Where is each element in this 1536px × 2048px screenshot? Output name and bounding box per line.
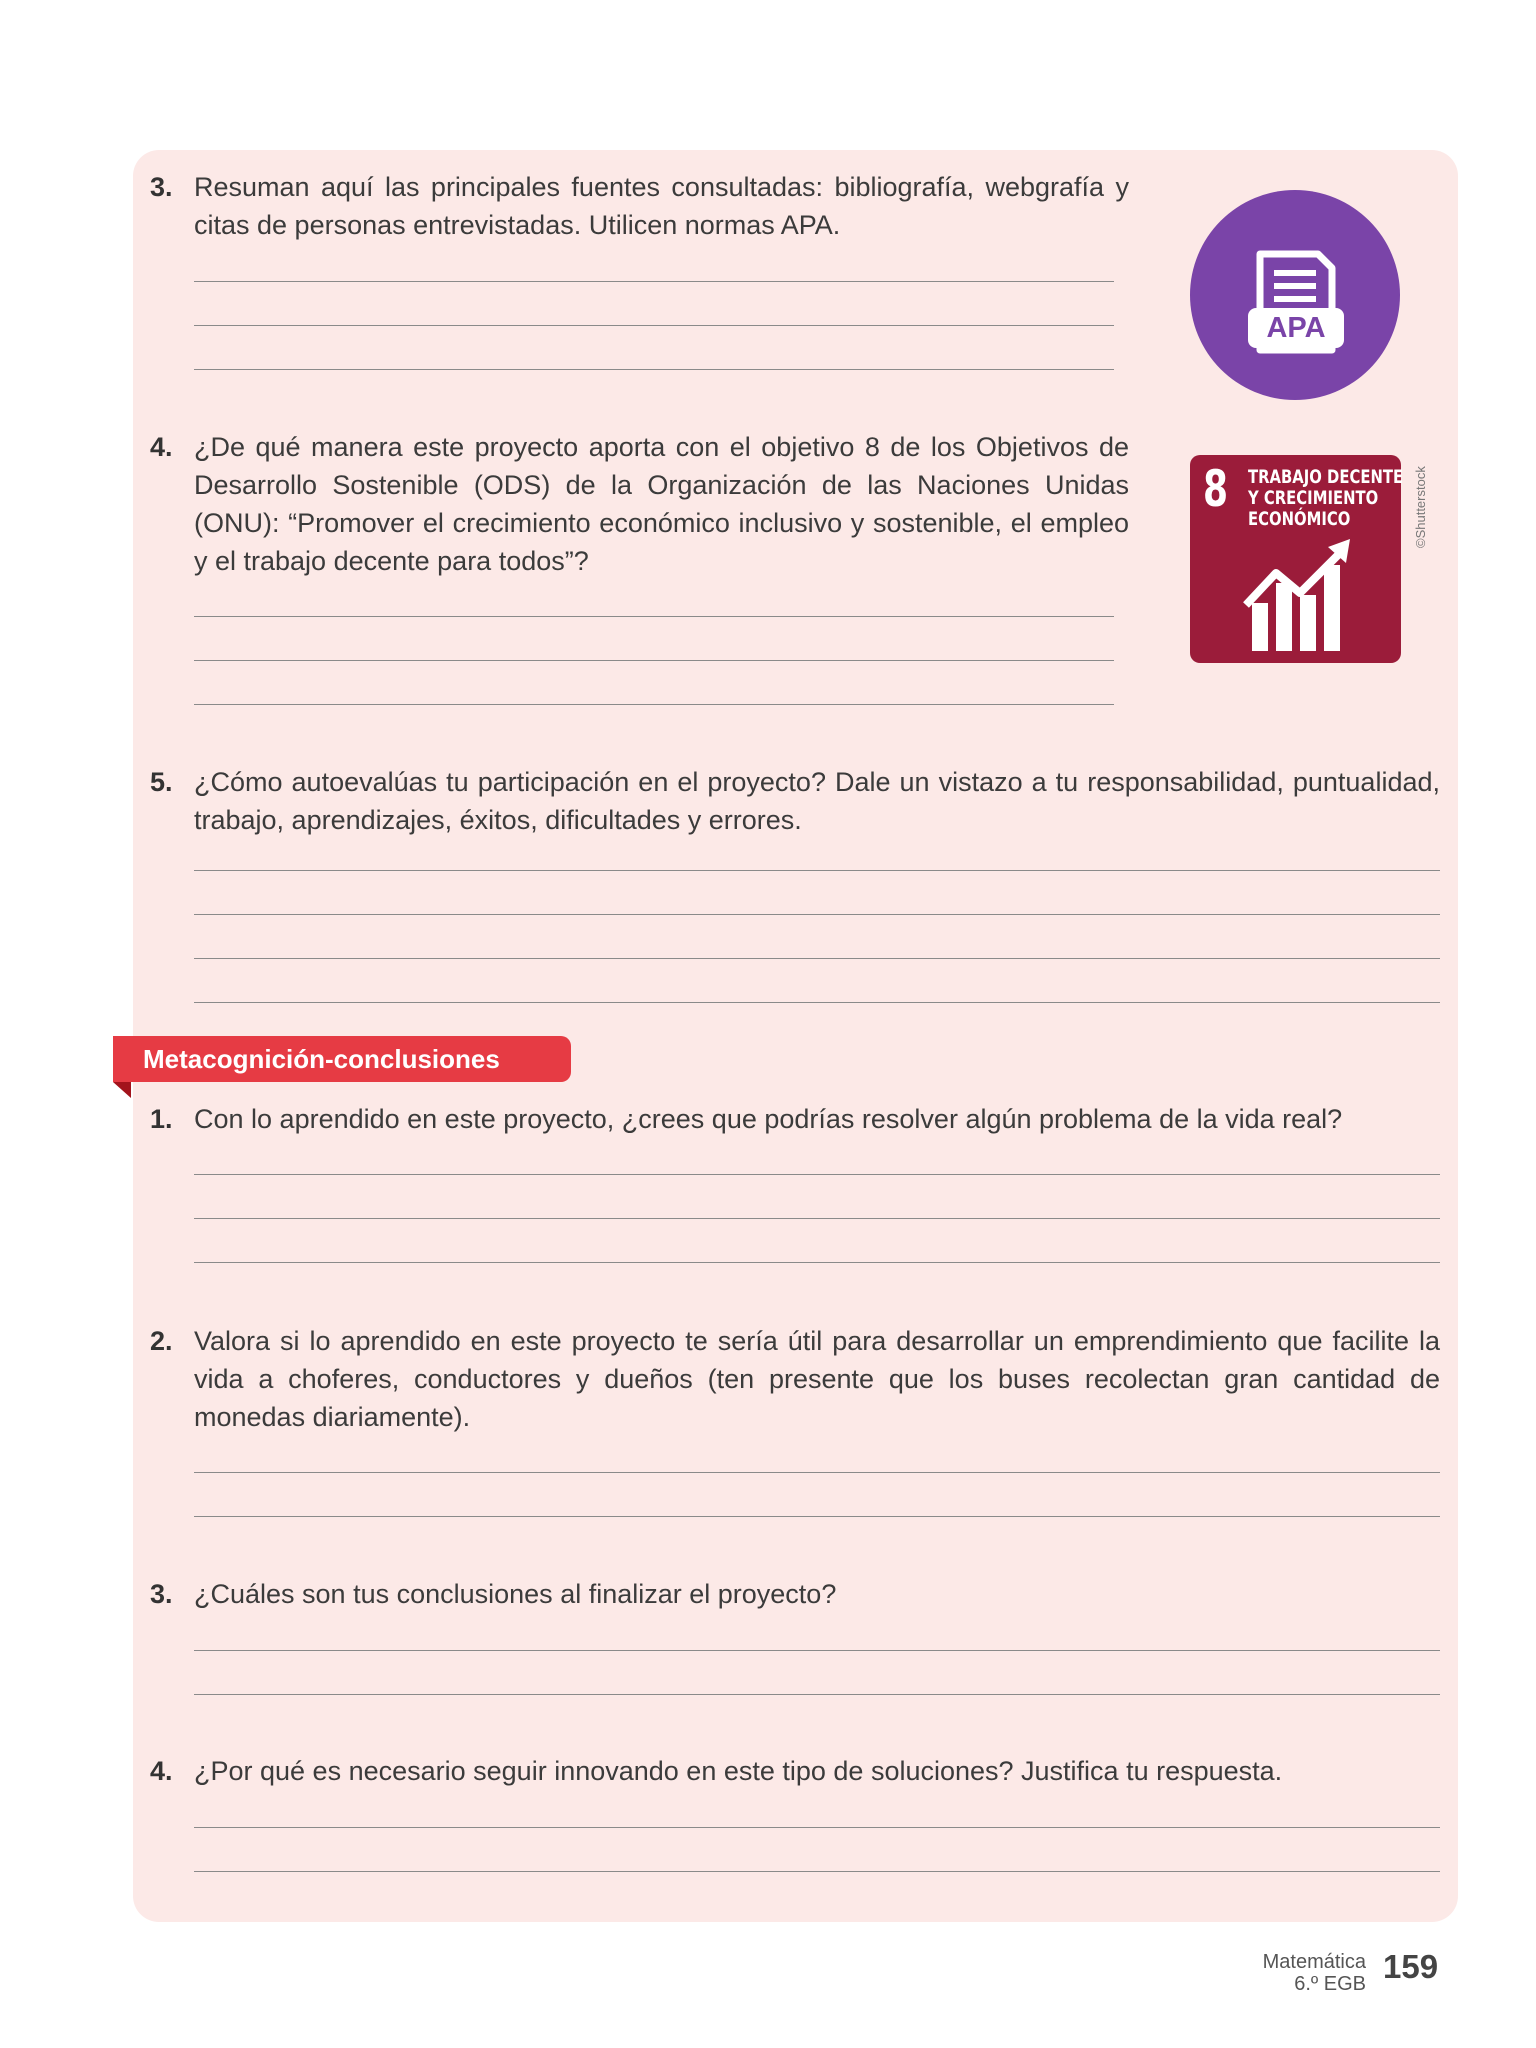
question-text: Valora si lo aprendido en este proyecto te sería útil para desarrollar un emprendimiento que facilite la vida a choferes, conductores y dueños (ten presente que los buses recolectan gran cantidad de monedas diariamente). — [194, 1326, 1440, 1432]
question-text: ¿Cómo autoevalúas tu participación en el proyecto? Dale un vistazo a tu responsabilidad, puntualidad, trabajo, aprendizajes, éxitos, dificultades y errores. — [194, 767, 1440, 835]
apa-label: APA — [1266, 312, 1326, 344]
answer-line[interactable] — [194, 1871, 1440, 1872]
answer-line[interactable] — [194, 281, 1114, 282]
answer-line[interactable] — [194, 1174, 1440, 1175]
answer-line[interactable] — [194, 369, 1114, 370]
question-text: ¿Por qué es necesario seguir innovando en este tipo de soluciones? Justifica tu respuesta. — [194, 1756, 1283, 1786]
question-5 — [150, 763, 1450, 843]
meta-question-1 — [150, 1100, 1450, 1140]
sdg-8-tile — [1190, 455, 1404, 663]
question-4 — [150, 428, 1130, 588]
answer-line[interactable] — [194, 870, 1440, 871]
answer-line[interactable] — [194, 958, 1440, 959]
sdg-title-line: TRABAJO DECENTE — [1248, 466, 1404, 488]
growth-chart-icon — [1190, 455, 1404, 663]
question-number: 4. — [150, 432, 173, 462]
footer-subject — [1263, 1951, 1366, 1995]
question-text: ¿Cuáles son tus conclusiones al finalizar el proyecto? — [194, 1579, 837, 1609]
meta-question-2 — [150, 1322, 1450, 1442]
question-3 — [150, 168, 1130, 248]
answer-line[interactable] — [194, 1002, 1440, 1003]
sdg-title-line: Y CRECIMIENTO — [1248, 487, 1379, 509]
answer-line[interactable] — [194, 1650, 1440, 1651]
answer-line[interactable] — [194, 1218, 1440, 1219]
question-text: Resuman aquí las principales fuentes consultadas: bibliografía, webgrafía y citas de personas entrevistadas. Utilicen normas APA. — [194, 172, 1129, 240]
subject-name: Matemática — [1262, 1951, 1366, 1973]
image-credit: ©Shutterstock — [1413, 466, 1428, 548]
page-number: 159 — [1383, 1948, 1439, 1985]
answer-line[interactable] — [194, 1516, 1440, 1517]
meta-question-3 — [150, 1575, 1450, 1615]
answer-line[interactable] — [194, 1827, 1440, 1828]
sdg-number: 8 — [1203, 460, 1229, 518]
question-number: 1. — [150, 1104, 173, 1134]
question-number: 5. — [150, 767, 173, 797]
answer-line[interactable] — [194, 325, 1114, 326]
question-text: Con lo aprendido en este proyecto, ¿crees que podrías resolver algún problema de la vida real? — [194, 1104, 1343, 1134]
question-number: 2. — [150, 1326, 173, 1356]
answer-line[interactable] — [194, 660, 1114, 661]
question-number: 3. — [150, 1579, 173, 1609]
answer-line[interactable] — [194, 914, 1440, 915]
meta-question-4 — [150, 1752, 1450, 1792]
section-heading: Metacognición-conclusiones — [113, 1036, 571, 1082]
question-text: ¿De qué manera este proyecto aporta con el objetivo 8 de los Objetivos de Desarrollo Sostenible (ODS) de la Organización de las Naciones Unidas (ONU): “Promover el crecimiento económico inclusivo y sostenible, el empleo y el trabajo decente para todos”? — [194, 432, 1129, 576]
answer-line[interactable] — [194, 1694, 1440, 1695]
answer-line[interactable] — [194, 1472, 1440, 1473]
answer-line[interactable] — [194, 1262, 1440, 1263]
question-number: 4. — [150, 1756, 173, 1786]
sdg-title-line: ECONÓMICO — [1248, 508, 1351, 530]
grade-label: 6.º EGB — [1294, 1973, 1366, 1995]
question-number: 3. — [150, 172, 173, 202]
answer-line[interactable] — [194, 616, 1114, 617]
answer-line[interactable] — [194, 704, 1114, 705]
document-icon — [1190, 190, 1400, 400]
tab-fold — [113, 1082, 131, 1098]
apa-badge — [1190, 190, 1400, 400]
